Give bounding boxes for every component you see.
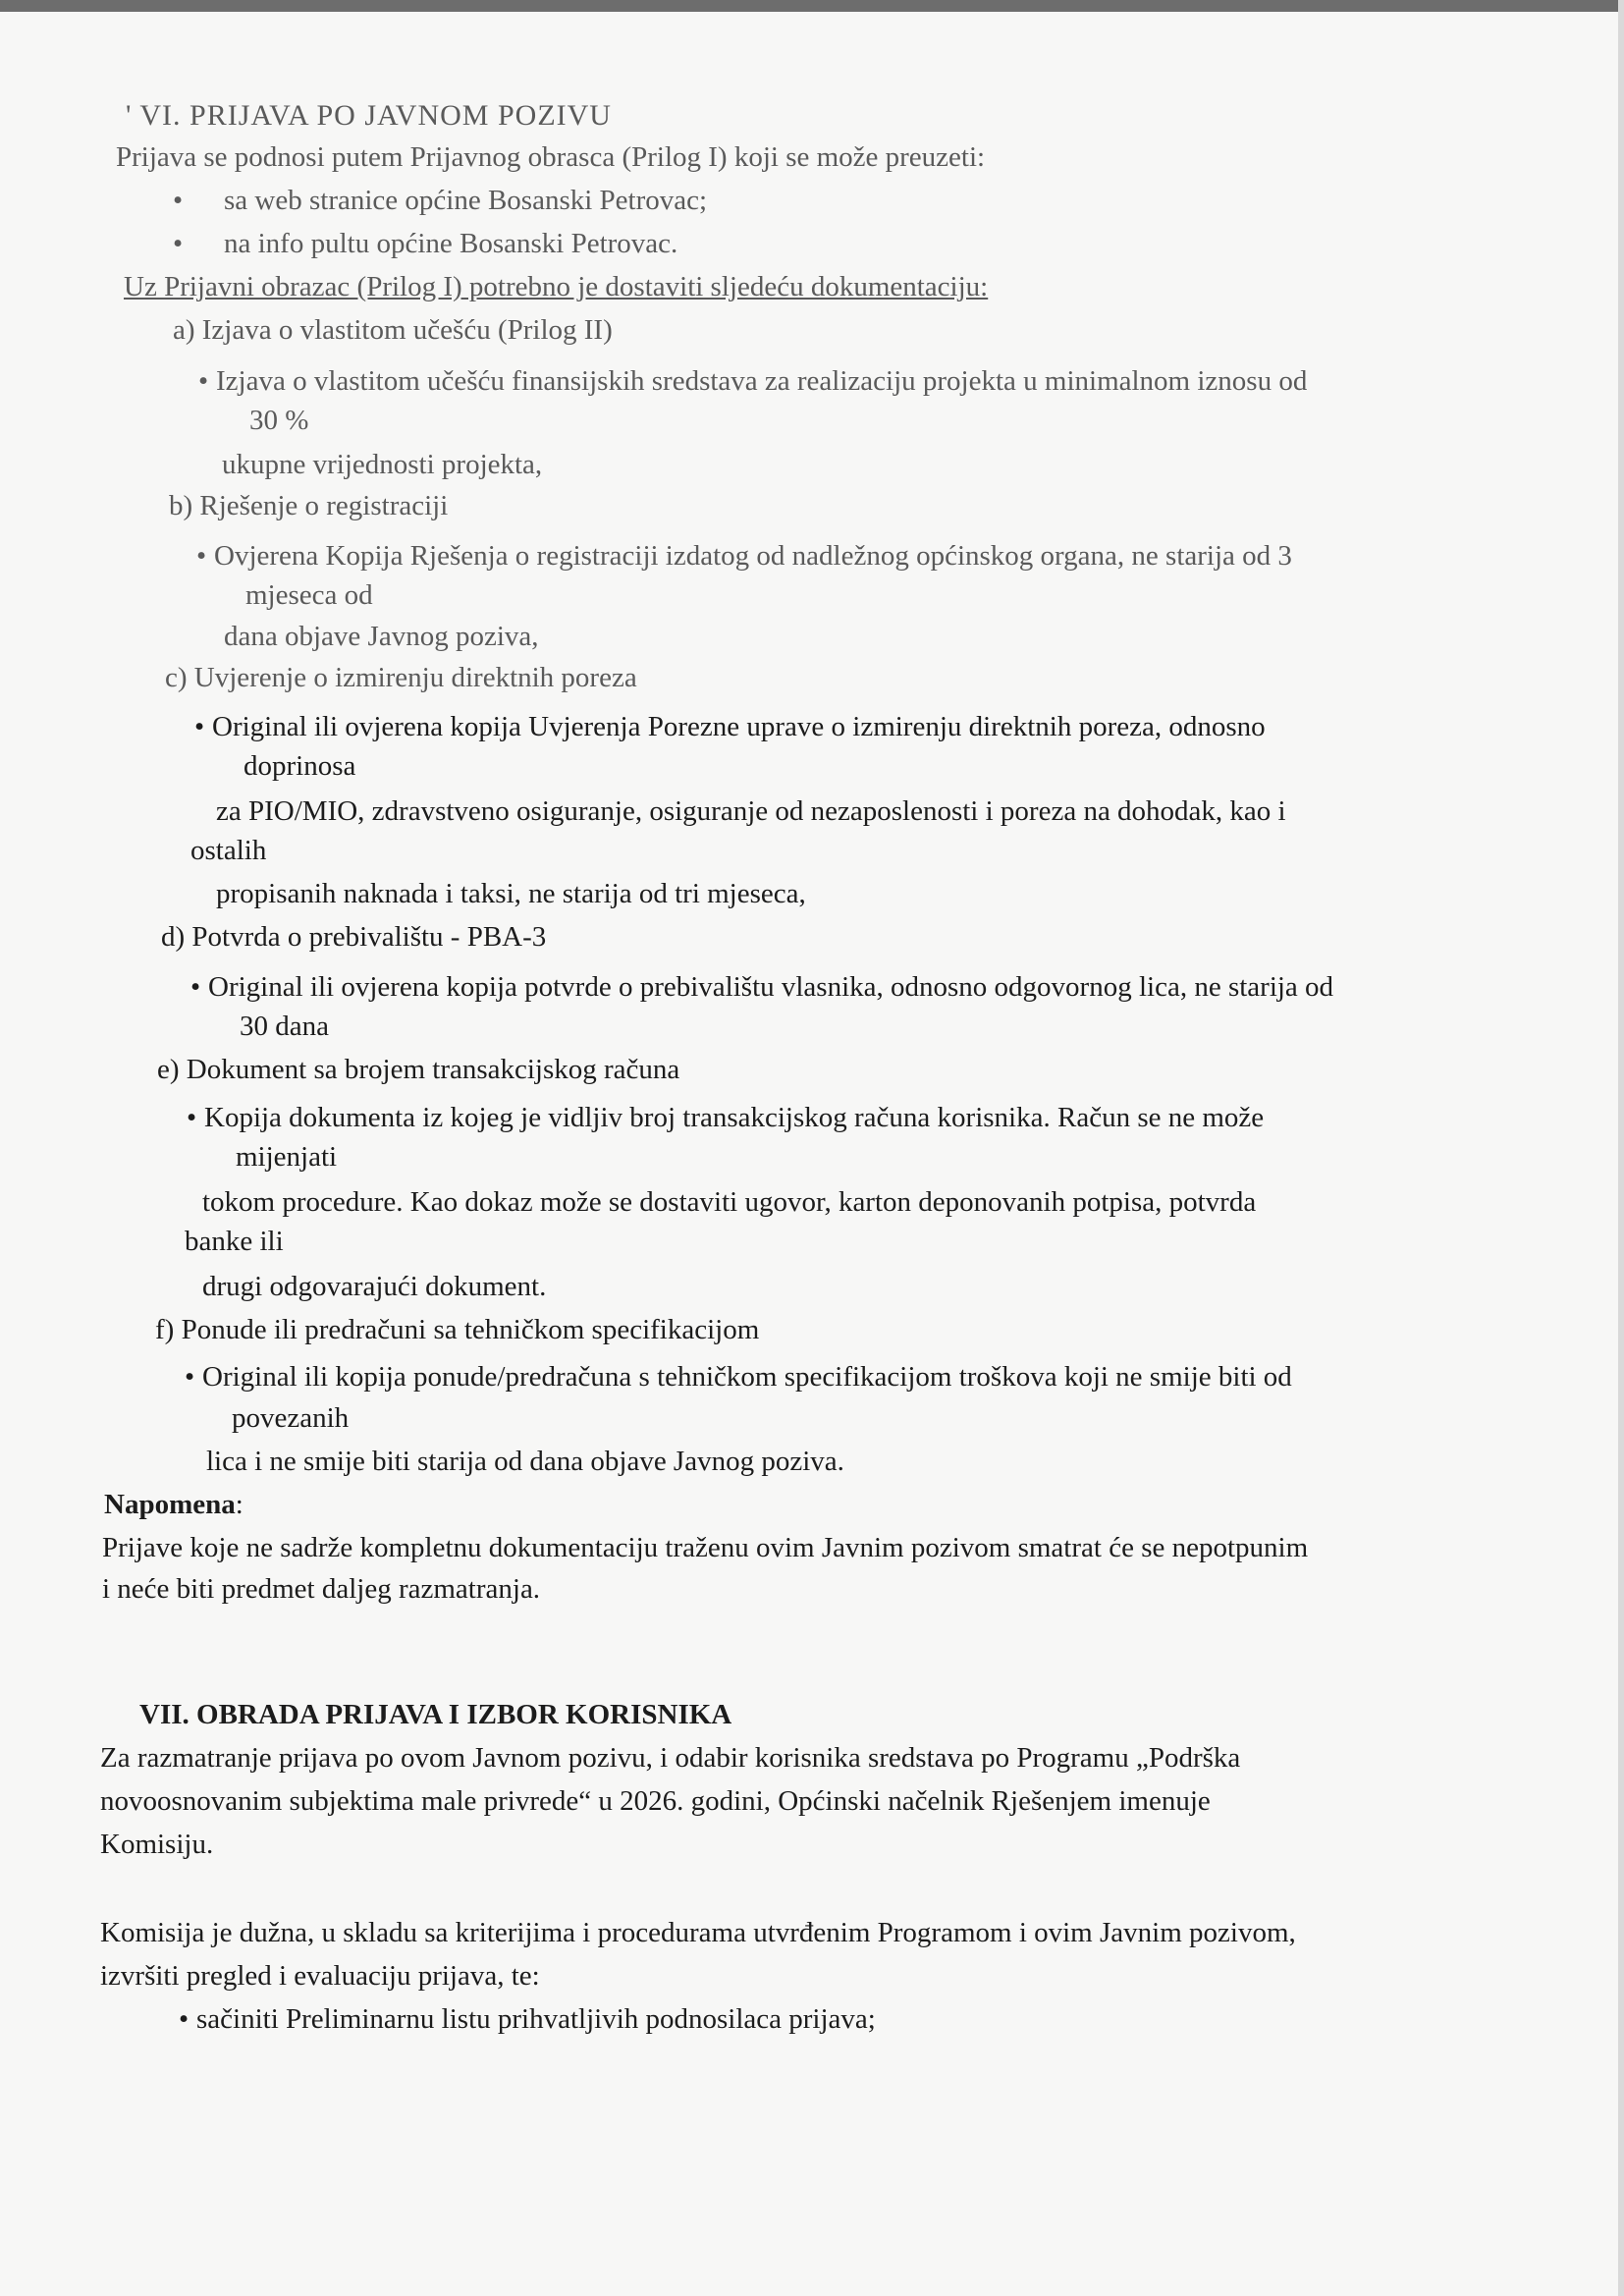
section-7-heading: VII. OBRADA PRIJAVA I IZBOR KORISNIKA — [139, 1699, 732, 1730]
bullet-icon: • — [196, 540, 207, 572]
item-b-line-1: Ovjerena Kopija Rješenja o registraciji izdatog od nadležnog općinskog organa, ne starija od 3 — [214, 540, 1292, 572]
note-heading — [104, 1487, 244, 1522]
item-a-line-1: Izjava o vlastitom učešću finansijskih sredstava za realizaciju projekta u minimalnom iznosu od — [216, 365, 1308, 397]
item-c-line-5: propisanih naknada i taksi, ne starija od tri mjeseca, — [216, 878, 806, 909]
section-7-p1-line-3: Komisiju. — [100, 1829, 214, 1860]
item-c-title: c) Uvjerenje o izmirenju direktnih poreza — [165, 662, 637, 693]
item-c-line-1: Original ili ovjerena kopija Uvjerenja Porezne uprave o izmirenju direktnih poreza, odnosno — [212, 711, 1266, 742]
bullet-icon: • — [185, 1361, 195, 1393]
item-f-line-2: povezanih — [232, 1402, 350, 1434]
note-label: Napomena — [104, 1489, 236, 1520]
item-d-title: d) Potvrda o prebivalištu - PBA-3 — [161, 921, 547, 953]
item-f-title: f) Ponude ili predračuni sa tehničkom specifikacijom — [155, 1314, 760, 1345]
section-7-bullet-1: sačiniti Preliminarnu listu prihvatljivih podnosilaca prijava; — [196, 2003, 876, 2035]
scan-top-border — [0, 0, 1624, 12]
source-item-web: sa web stranice općine Bosanski Petrovac; — [224, 185, 708, 216]
item-c-line-2: doprinosa — [244, 750, 356, 782]
source-item-info: na info pultu općine Bosanski Petrovac. — [224, 228, 678, 259]
scan-right-edge — [1618, 0, 1624, 2296]
item-a-line-3: ukupne vrijednosti projekta, — [222, 449, 543, 480]
bullet-icon: • — [179, 2003, 189, 2035]
item-e-line-3: tokom procedure. Kao dokaz može se dostaviti ugovor, karton deponovanih potpisa, potvrda — [202, 1186, 1257, 1218]
item-f-line-3: lica i ne smije biti starija od dana objave Javnog poziva. — [206, 1446, 844, 1477]
note-line-1: Prijave koje ne sadrže kompletnu dokumentaciju traženu ovim Javnim pozivom smatrat će se nepotpunim — [102, 1532, 1309, 1563]
section-6-heading: ' VI. PRIJAVA PO JAVNOM POZIVU — [126, 99, 612, 132]
item-c-line-3: za PIO/MIO, zdravstveno osiguranje, osiguranje od nezaposlenosti i poreza na dohodak, kao i — [216, 795, 1286, 827]
note-colon: : — [235, 1489, 244, 1520]
bullet-icon: • — [198, 365, 209, 397]
item-b-title: b) Rješenje o registraciji — [169, 490, 449, 521]
docs-intro: Uz Prijavni obrazac (Prilog I) potrebno je dostaviti sljedeću dokumentaciju: — [124, 271, 989, 302]
section-7-p1-line-1: Za razmatranje prijava po ovom Javnom pozivu, i odabir korisnika sredstava po Programu „Podrška — [100, 1742, 1241, 1774]
section-7-p2-line-1: Komisija je dužna, u skladu sa kriterijima i procedurama utvrđenim Programom i ovim Javnim pozivom, — [100, 1917, 1296, 1948]
note-line-2: i neće biti predmet daljeg razmatranja. — [102, 1573, 541, 1605]
item-f-line-1: Original ili kopija ponude/predračuna s tehničkom specifikacijom troškova koji ne smije biti od — [202, 1361, 1292, 1393]
item-e-line-2: mijenjati — [236, 1141, 338, 1173]
section-6-intro: Prijava se podnosi putem Prijavnog obrasca (Prilog I) koji se može preuzeti: — [116, 141, 986, 173]
item-e-line-5: drugi odgovarajući dokument. — [202, 1271, 547, 1302]
item-d-line-2: 30 dana — [240, 1011, 329, 1042]
item-b-line-3: dana objave Javnog poziva, — [224, 621, 539, 652]
bullet-icon: • — [194, 711, 205, 742]
item-b-line-2: mjeseca od — [245, 579, 373, 611]
item-c-line-4: ostalih — [190, 835, 267, 866]
item-e-line-1: Kopija dokumenta iz kojeg je vidljiv broj transakcijskog računa korisnika. Račun se ne može — [204, 1102, 1265, 1133]
section-7-p2-line-2: izvršiti pregled i evaluaciju prijava, te: — [100, 1960, 540, 1992]
bullet-icon: • — [190, 971, 201, 1003]
section-7-p1-line-2: novoosnovanim subjektima male privrede“ u 2026. godini, Općinski načelnik Rješenjem imenuje — [100, 1785, 1211, 1817]
bullet-icon: • — [173, 228, 184, 259]
item-d-line-1: Original ili ovjerena kopija potvrde o prebivalištu vlasnika, odnosno odgovornog lica, ne starija od — [208, 971, 1334, 1003]
item-e-title: e) Dokument sa brojem transakcijskog računa — [157, 1054, 680, 1085]
item-e-line-4: banke ili — [185, 1226, 284, 1257]
bullet-icon: • — [187, 1102, 197, 1133]
bullet-icon: • — [173, 185, 184, 216]
item-a-title: a) Izjava o vlastitom učešću (Prilog II) — [173, 314, 613, 346]
item-a-line-2: 30 % — [249, 405, 309, 436]
